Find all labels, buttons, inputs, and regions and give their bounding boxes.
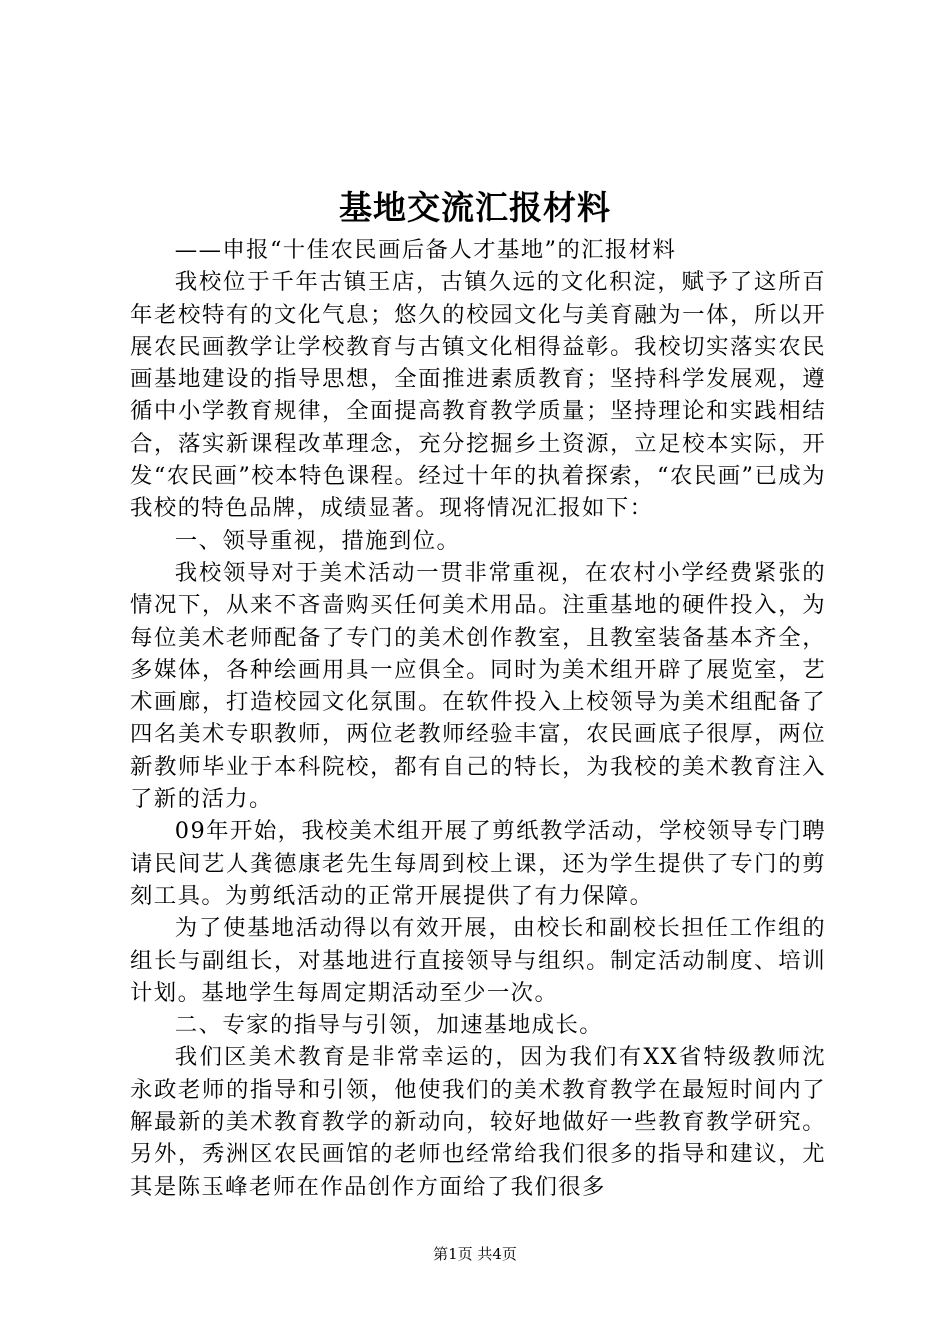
section-heading-2: 二、专家的指导与引领，加速基地成长。 xyxy=(174,1012,604,1039)
document-title: 基地交流汇报材料 xyxy=(339,188,611,227)
paragraph-papercut: 09年开始，我校美术组开展了剪纸教学活动，学校领导专门聘请民间艺人龚德康老先生每周到校上课，还为学生提供了专门的剪刻工具。为剪纸活动的正常开展提供了有力保障。 xyxy=(130,818,826,909)
paragraph-intro: 我校位于千年古镇王店，古镇久远的文化积淀，赋予了这所百年老校特有的文化气息；悠久的校园文化与美育融为一体，所以开展农民画教学让学校教育与古镇文化相得益彰。我校切实落实农民画基地建设的指导思想，全面推进素质教育；坚持科学发展观，遵循中小学教育规律，全面提高教育教学质量；坚持理论和实践相结合，落实新课程改革理念，充分挖掘乡土资源，立足校本实际，开发“农民画”校本特色课程。经过十年的执着探索，“农民画”已成为我校的特色品牌，成绩显著。现将情况汇报如下： xyxy=(130,269,826,522)
page-footer: 第1页 共4页 xyxy=(433,1245,517,1263)
document-subtitle: ——申报“十佳农民画后备人才基地”的汇报材料 xyxy=(174,237,677,263)
document-body xyxy=(130,234,826,1203)
paragraph-organization: 为了使基地活动得以有效开展，由校长和副校长担任工作组的组长与副组长，对基地进行直接领导与组织。制定活动制度、培训计划。基地学生每周定期活动至少一次。 xyxy=(130,915,826,1006)
paragraph-leadership: 我校领导对于美术活动一贯非常重视，在农村小学经费紧张的情况下，从来不吝啬购买任何美术用品。注重基地的硬件投入，为每位美术老师配备了专门的美术创作教室，且教室装备基本齐全，多媒体，各种绘画用具一应俱全。同时为美术组开辟了展览室，艺术画廊，打造校园文化氛围。在软件投入上校领导为美术组配备了四名美术专职教师，两位老教师经验丰富，农民画底子很厚，两位新教师毕业于本科院校，都有自己的特长，为我校的美术教育注入了新的活力。 xyxy=(130,559,826,813)
section-heading-1: 一、领导重视，措施到位。 xyxy=(174,527,461,554)
paragraph-experts: 我们区美术教育是非常幸运的，因为我们有XX省特级教师沈永政老师的指导和引领，他使我们的美术教育教学在最短时间内了解最新的美术教育教学的新动向，较好地做好一些教育教学研究。另外，秀洲区农民画馆的老师也经常给我们很多的指导和建议，尤其是陈玉峰老师在作品创作方面给了我们很多 xyxy=(130,1044,826,1200)
